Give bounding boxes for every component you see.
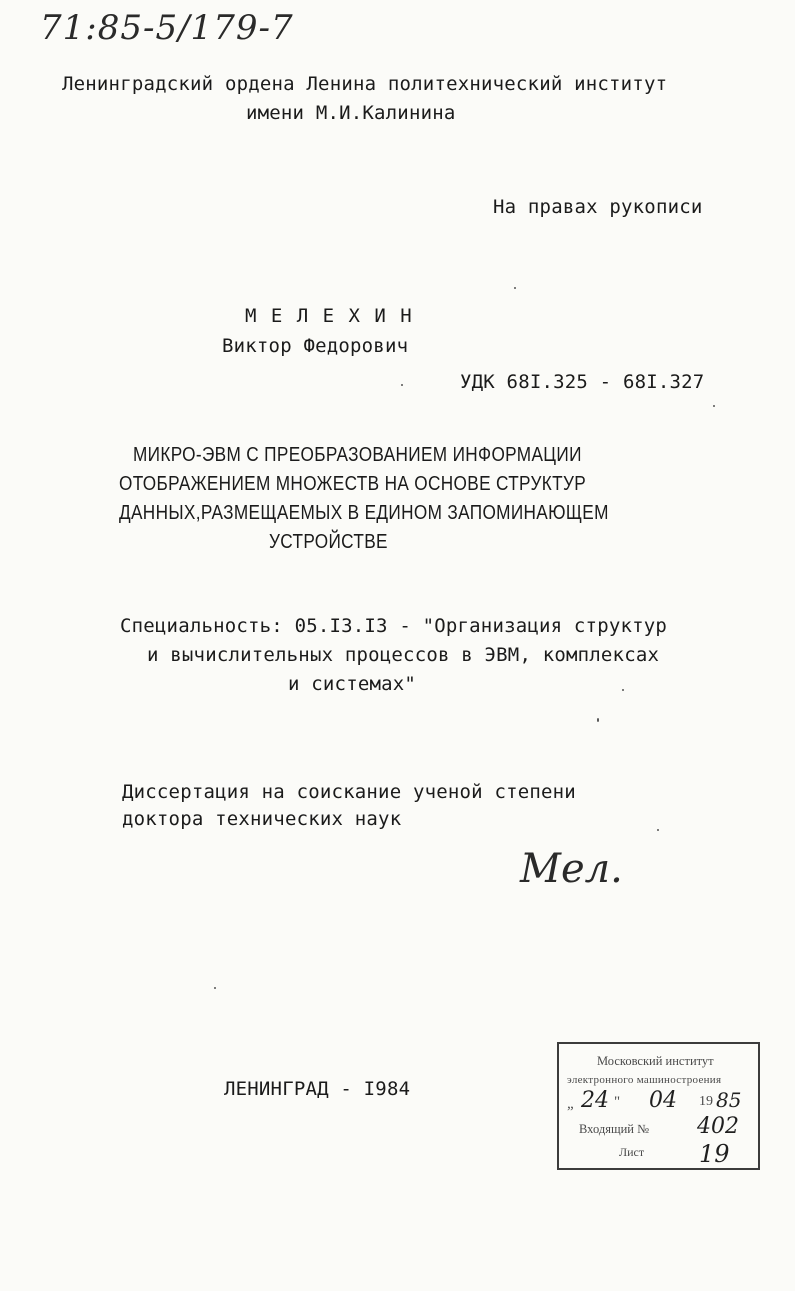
author-signature: Мел. [520, 846, 623, 892]
stamp-close-quote: " [614, 1094, 621, 1110]
scan-speck [657, 829, 659, 831]
stamp-org: Московский институт [597, 1054, 714, 1068]
dissertation-line-1: Диссертация на соискание ученой степени [122, 781, 576, 803]
stamp-year: 85 [716, 1088, 742, 1112]
stamp-open-quote: „ [567, 1096, 574, 1112]
stamp-day: 24 [581, 1088, 609, 1113]
handwritten-archive-code: 71:85-5/179-7 [40, 8, 294, 48]
stamp-entry-label: Входящий № [579, 1122, 650, 1136]
stamp-year-prefix: 19 [699, 1094, 713, 1109]
specialty-line-2: и вычислительных процессов в ЭВМ, комплексах [147, 644, 660, 666]
thesis-title-line-2: ОТОБРАЖЕНИЕМ МНОЖЕСТВ НА ОСНОВЕ СТРУКТУР [119, 473, 587, 495]
scan-speck [514, 287, 516, 289]
institution-line-1: Ленинградский ордена Ленина политехнический институт [62, 73, 668, 95]
stamp-subtitle: электронного машиностроения [567, 1074, 722, 1086]
udk-code: УДК 68I.325 - 68I.327 [460, 371, 705, 393]
scan-speck [597, 718, 599, 722]
specialty-line-1: Специальность: 05.I3.I3 - "Организация структур [120, 615, 668, 637]
scan-speck [622, 689, 624, 691]
thesis-title-line-4: УСТРОЙСТВЕ [269, 531, 388, 553]
thesis-title-line-3: ДАННЫХ,РАЗМЕЩАЕМЫХ В ЕДИНОМ ЗАПОМИНАЮЩЕМ [119, 502, 609, 524]
institution-line-2: имени М.И.Калинина [246, 102, 456, 124]
thesis-title-line-1: МИКРО-ЭВМ С ПРЕОБРАЗОВАНИЕМ ИНФОРМАЦИИ [133, 444, 582, 466]
stamp-pages-label: Лист [619, 1145, 645, 1159]
stamp-entry-number: 402 [697, 1114, 739, 1139]
scan-speck [214, 987, 216, 989]
specialty-line-3: и системах" [288, 673, 417, 695]
scan-speck [401, 384, 403, 386]
library-receipt-stamp [557, 1042, 760, 1170]
stamp-month: 04 [649, 1088, 677, 1113]
dissertation-line-2: доктора технических наук [122, 808, 402, 830]
author-surname: М Е Л Е Х И Н [245, 305, 414, 327]
scan-speck [713, 405, 715, 407]
city-year: ЛЕНИНГРАД - I984 [224, 1078, 411, 1100]
author-name: Виктор Федорович [222, 335, 409, 357]
rights-notice: На правах рукописи [493, 196, 703, 218]
stamp-pages: 19 [699, 1140, 730, 1168]
